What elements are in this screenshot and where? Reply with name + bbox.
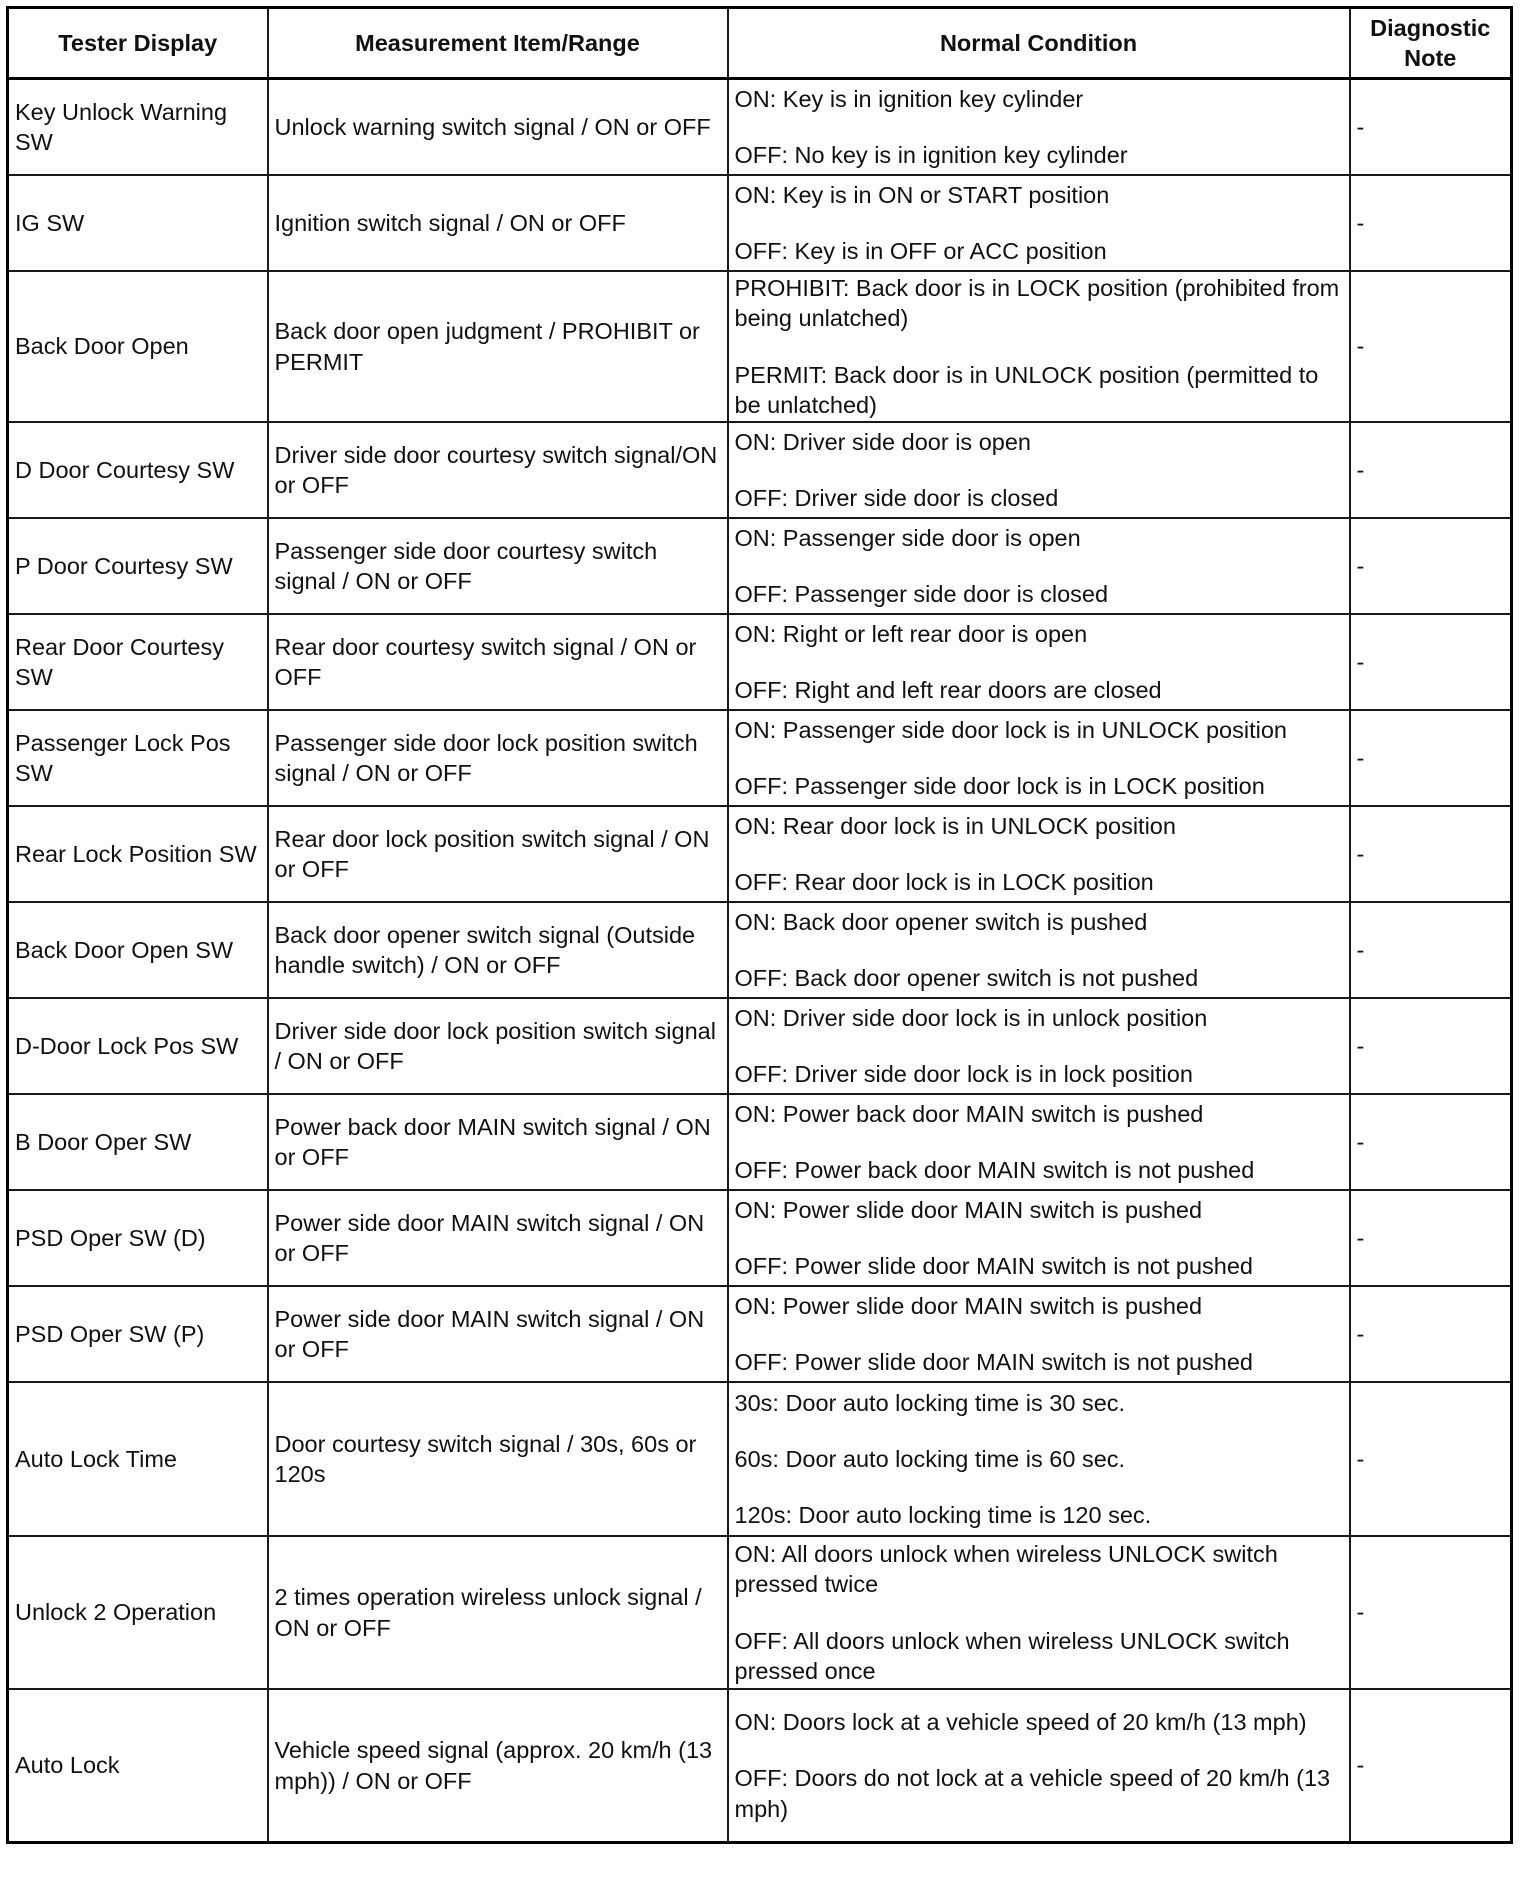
measurement-item-cell: Rear door lock position switch signal / ON or OFF bbox=[268, 806, 728, 902]
condition-line: ON: Power slide door MAIN switch is pushed bbox=[734, 1196, 1203, 1223]
table-row bbox=[8, 175, 1512, 271]
tester-display-cell: Unlock 2 Operation bbox=[8, 1536, 268, 1689]
table-row bbox=[8, 518, 1512, 614]
condition-line: ON: Passenger side door lock is in UNLOCK position bbox=[734, 716, 1287, 743]
condition-line: ON: Rear door lock is in UNLOCK position bbox=[734, 812, 1176, 839]
table-row bbox=[8, 422, 1512, 518]
measurement-item-cell: Driver side door lock position switch signal / ON or OFF bbox=[268, 998, 728, 1094]
tester-display-cell: B Door Oper SW bbox=[8, 1094, 268, 1190]
tester-display-cell: Back Door Open SW bbox=[8, 902, 268, 998]
condition-line: OFF: No key is in ignition key cylinder bbox=[734, 142, 1128, 168]
condition-line: OFF: Rear door lock is in LOCK position bbox=[734, 869, 1154, 895]
table-row bbox=[8, 1536, 1512, 1689]
condition-line: OFF: Right and left rear doors are closed bbox=[734, 677, 1162, 703]
diagnostic-note-cell: - bbox=[1350, 710, 1512, 806]
measurement-item-cell: Ignition switch signal / ON or OFF bbox=[268, 175, 728, 271]
measurement-item-cell: Power side door MAIN switch signal / ON or OFF bbox=[268, 1190, 728, 1286]
diagnostic-note-cell: - bbox=[1350, 271, 1512, 422]
condition-line: OFF: Passenger side door is closed bbox=[734, 581, 1109, 607]
table-row bbox=[8, 614, 1512, 710]
diagnostic-note-cell: - bbox=[1350, 998, 1512, 1094]
condition-line: OFF: All doors unlock when wireless UNLOCK switch pressed once bbox=[734, 1627, 1290, 1684]
condition-line: OFF: Power back door MAIN switch is not pushed bbox=[734, 1157, 1255, 1183]
normal-condition-cell bbox=[728, 518, 1350, 614]
measurement-item-cell: Passenger side door lock position switch signal / ON or OFF bbox=[268, 710, 728, 806]
tester-display-cell: P Door Courtesy SW bbox=[8, 518, 268, 614]
normal-condition-cell bbox=[728, 902, 1350, 998]
table-row bbox=[8, 1094, 1512, 1190]
header-measurement-item: Measurement Item/Range bbox=[268, 8, 728, 79]
diagnostic-note-cell: - bbox=[1350, 614, 1512, 710]
measurement-item-cell: Unlock warning switch signal / ON or OFF bbox=[268, 79, 728, 176]
condition-line: ON: Right or left rear door is open bbox=[734, 620, 1088, 647]
header-tester-display: Tester Display bbox=[8, 8, 268, 79]
diagnostic-note-cell: - bbox=[1350, 1689, 1512, 1843]
condition-line: ON: Driver side door is open bbox=[734, 428, 1031, 455]
table-row bbox=[8, 998, 1512, 1094]
normal-condition-cell bbox=[728, 1094, 1350, 1190]
condition-line: ON: Key is in ignition key cylinder bbox=[734, 85, 1084, 112]
diagnostic-note-cell: - bbox=[1350, 806, 1512, 902]
tester-display-cell: D Door Courtesy SW bbox=[8, 422, 268, 518]
measurement-item-cell: Back door opener switch signal (Outside handle switch) / ON or OFF bbox=[268, 902, 728, 998]
tester-display-cell: Key Unlock Warning SW bbox=[8, 79, 268, 176]
diagnostic-note-cell: - bbox=[1350, 1536, 1512, 1689]
table-row bbox=[8, 271, 1512, 422]
tester-display-cell: Auto Lock Time bbox=[8, 1382, 268, 1536]
condition-line: ON: Power slide door MAIN switch is pushed bbox=[734, 1292, 1203, 1319]
condition-line: PERMIT: Back door is in UNLOCK position (permitted to be unlatched) bbox=[734, 361, 1319, 418]
table-row bbox=[8, 1382, 1512, 1536]
diagnostic-note-cell: - bbox=[1350, 1286, 1512, 1382]
tester-display-cell: Auto Lock bbox=[8, 1689, 268, 1843]
diagnostic-note-cell: - bbox=[1350, 518, 1512, 614]
diagnostic-note-cell: - bbox=[1350, 422, 1512, 518]
normal-condition-cell bbox=[728, 1536, 1350, 1689]
diagnostic-note-cell: - bbox=[1350, 1094, 1512, 1190]
condition-line: ON: Key is in ON or START position bbox=[734, 181, 1110, 208]
normal-condition-cell bbox=[728, 614, 1350, 710]
tester-display-cell: Rear Door Courtesy SW bbox=[8, 614, 268, 710]
normal-condition-cell bbox=[728, 1190, 1350, 1286]
diagnostic-note-cell: - bbox=[1350, 1382, 1512, 1536]
table-row bbox=[8, 806, 1512, 902]
tester-display-cell: Back Door Open bbox=[8, 271, 268, 422]
measurement-item-cell: Door courtesy switch signal / 30s, 60s or 120s bbox=[268, 1382, 728, 1536]
condition-line: OFF: Power slide door MAIN switch is not pushed bbox=[734, 1349, 1254, 1375]
normal-condition-cell bbox=[728, 1286, 1350, 1382]
measurement-item-cell: Vehicle speed signal (approx. 20 km/h (13 mph)) / ON or OFF bbox=[268, 1689, 728, 1843]
condition-line: ON: Driver side door lock is in unlock position bbox=[734, 1004, 1208, 1031]
table-row bbox=[8, 902, 1512, 998]
condition-line: OFF: Driver side door is closed bbox=[734, 485, 1059, 511]
condition-line: ON: Back door opener switch is pushed bbox=[734, 908, 1148, 935]
diagnostic-note-cell: - bbox=[1350, 175, 1512, 271]
table-row bbox=[8, 710, 1512, 806]
condition-line: OFF: Doors do not lock at a vehicle speed of 20 km/h (13 mph) bbox=[734, 1765, 1331, 1822]
measurement-item-cell: 2 times operation wireless unlock signal / ON or OFF bbox=[268, 1536, 728, 1689]
measurement-item-cell: Passenger side door courtesy switch signal / ON or OFF bbox=[268, 518, 728, 614]
normal-condition-cell bbox=[728, 710, 1350, 806]
condition-line: ON: Passenger side door is open bbox=[734, 524, 1081, 551]
diagnostic-note-cell: - bbox=[1350, 902, 1512, 998]
condition-line: 120s: Door auto locking time is 120 sec. bbox=[734, 1502, 1152, 1529]
table-row bbox=[8, 1190, 1512, 1286]
measurement-item-cell: Driver side door courtesy switch signal/ON or OFF bbox=[268, 422, 728, 518]
measurement-item-cell: Power side door MAIN switch signal / ON or OFF bbox=[268, 1286, 728, 1382]
table-row bbox=[8, 1286, 1512, 1382]
normal-condition-cell bbox=[728, 422, 1350, 518]
condition-line: ON: Power back door MAIN switch is pushed bbox=[734, 1100, 1204, 1127]
measurement-item-cell: Power back door MAIN switch signal / ON or OFF bbox=[268, 1094, 728, 1190]
condition-line: OFF: Driver side door lock is in lock position bbox=[734, 1061, 1193, 1087]
condition-line: 60s: Door auto locking time is 60 sec. bbox=[734, 1445, 1126, 1472]
measurement-item-cell: Back door open judgment / PROHIBIT or PERMIT bbox=[268, 271, 728, 422]
condition-line: 30s: Door auto locking time is 30 sec. bbox=[734, 1389, 1126, 1416]
normal-condition-cell bbox=[728, 175, 1350, 271]
tester-display-cell: Rear Lock Position SW bbox=[8, 806, 268, 902]
normal-condition-cell bbox=[728, 1689, 1350, 1843]
tester-display-cell: PSD Oper SW (D) bbox=[8, 1190, 268, 1286]
normal-condition-cell bbox=[728, 1382, 1350, 1536]
condition-line: OFF: Key is in OFF or ACC position bbox=[734, 238, 1107, 264]
measurement-item-cell: Rear door courtesy switch signal / ON or OFF bbox=[268, 614, 728, 710]
table-row bbox=[8, 79, 1512, 176]
tester-display-cell: D-Door Lock Pos SW bbox=[8, 998, 268, 1094]
header-diagnostic-note: Diagnostic Note bbox=[1350, 8, 1512, 79]
tester-display-cell: PSD Oper SW (P) bbox=[8, 1286, 268, 1382]
normal-condition-cell bbox=[728, 79, 1350, 176]
header-normal-condition: Normal Condition bbox=[728, 8, 1350, 79]
condition-line: ON: All doors unlock when wireless UNLOCK switch pressed twice bbox=[734, 1541, 1278, 1598]
diagnostic-note-cell: - bbox=[1350, 1190, 1512, 1286]
condition-line: OFF: Passenger side door lock is in LOCK position bbox=[734, 773, 1265, 799]
tester-display-cell: Passenger Lock Pos SW bbox=[8, 710, 268, 806]
header-row bbox=[8, 8, 1512, 79]
condition-line: OFF: Back door opener switch is not pushed bbox=[734, 965, 1199, 991]
tester-display-cell: IG SW bbox=[8, 175, 268, 271]
data-list-document bbox=[6, 6, 1513, 1844]
condition-line: ON: Doors lock at a vehicle speed of 20 km/h (13 mph) bbox=[734, 1709, 1307, 1736]
normal-condition-cell bbox=[728, 998, 1350, 1094]
table-row bbox=[8, 1689, 1512, 1843]
condition-line: PROHIBIT: Back door is in LOCK position (prohibited from being unlatched) bbox=[734, 275, 1340, 332]
normal-condition-cell bbox=[728, 806, 1350, 902]
data-list-table bbox=[6, 6, 1513, 1844]
diagnostic-note-cell: - bbox=[1350, 79, 1512, 176]
normal-condition-cell bbox=[728, 271, 1350, 422]
condition-line: OFF: Power slide door MAIN switch is not pushed bbox=[734, 1253, 1254, 1279]
